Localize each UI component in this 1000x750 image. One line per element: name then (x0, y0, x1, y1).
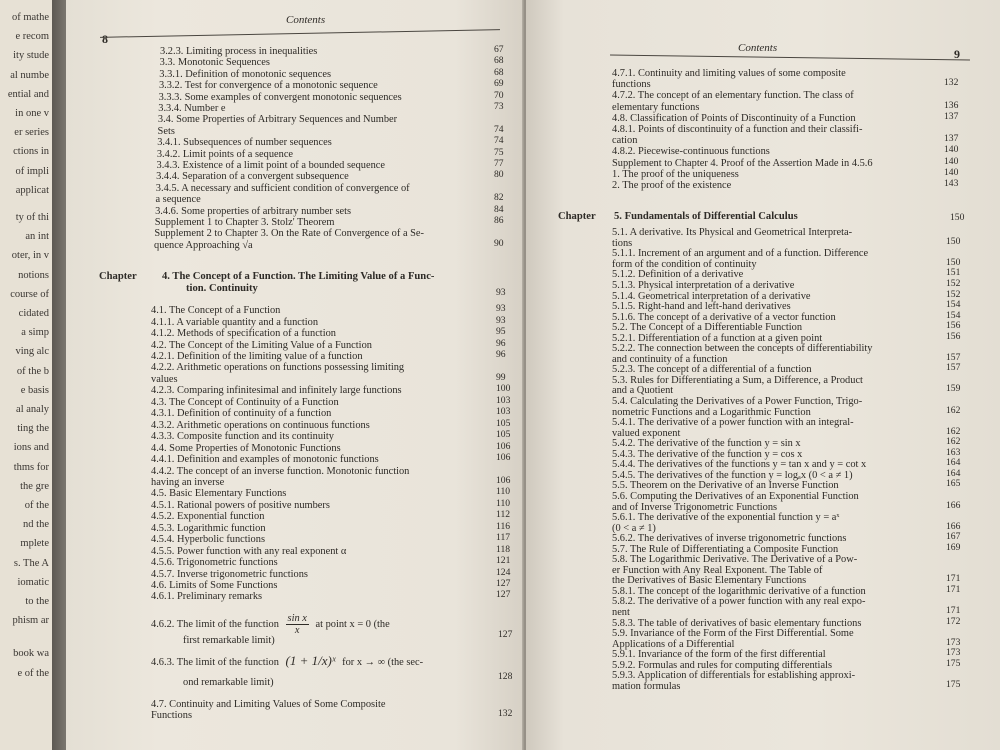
toc-page-number: 175 (946, 657, 961, 669)
toc-page-number: 171 (946, 573, 961, 585)
entry-text: for x → ∞ (the sec- (339, 656, 424, 668)
toc-entry: 3.4.4. Separation of a convergent subsequence (156, 171, 349, 183)
strip-text-line: book wa (13, 648, 49, 660)
chapter-label: Chapter (558, 211, 596, 223)
toc-page-number: 166 (946, 499, 961, 511)
toc-page-number: 106 (496, 440, 511, 452)
toc-entry: values (151, 373, 178, 385)
toc-page-number: 106 (496, 474, 511, 486)
strip-text-line: a simp (21, 327, 49, 339)
toc-entry: Functions (151, 710, 192, 722)
toc-page-number: 154 (946, 299, 961, 311)
toc-entry: 3.4.3. Existence of a limit point of a bounded sequence (156, 160, 386, 171)
strip-text-line: al numbe (10, 69, 49, 81)
toc-page-number: 127 (496, 578, 511, 589)
toc-page-number: 167 (946, 531, 961, 543)
toc-page-number: 173 (946, 636, 961, 648)
toc-entry: 4.7.1. Continuity and limiting values of some composite (612, 68, 846, 79)
toc-entry: 5.4.2. The derivative of the function y = sin x (612, 438, 801, 450)
toc-entry: 5.1.4. Geometrical interpretation of a derivative (612, 290, 811, 302)
toc-page-number: 96 (496, 349, 506, 360)
adjacent-page-strip (0, 0, 52, 750)
toc-entry: 3.4.1. Subsequences of number sequences (157, 137, 332, 149)
toc-page-number: 124 (496, 566, 511, 578)
left-page-header: Contents (286, 14, 326, 26)
toc-page-number: 75 (494, 146, 504, 158)
toc-page-number: 110 (496, 486, 511, 498)
toc-entry: 5.9.2. Formulas and rules for computing differentials (612, 659, 832, 671)
toc-entry: 5.1.5. Right-hand and left-hand derivatives (612, 301, 791, 313)
toc-page-number: 100 (496, 383, 511, 395)
toc-page-number: 77 (494, 158, 504, 169)
toc-entry: 5.2.1. Differentiation of a function at a given point (612, 332, 823, 344)
toc-page-number: 132 (944, 77, 959, 89)
toc-page-number: 151 (946, 267, 961, 279)
toc-page-number: 118 (496, 543, 511, 555)
strip-text-line: the gre (20, 480, 49, 492)
toc-entry: 2. The proof of the existence (612, 180, 732, 191)
fraction-denominator: x (294, 624, 300, 636)
toc-entry: 4.5.2. Exponential function (151, 511, 265, 523)
toc-page-number: 86 (494, 215, 504, 226)
toc-entry: cation (612, 135, 638, 147)
strip-text-line: e of the (17, 667, 49, 679)
toc-page-number: 68 (494, 66, 504, 78)
toc-entry: 5.9.1. Invariance of the form of the first differential (612, 649, 826, 661)
toc-entry: a sequence (155, 194, 201, 206)
toc-entry: 4.3. The Concept of Continuity of a Function (151, 396, 339, 408)
toc-entry: quence Approaching √a (154, 239, 253, 251)
toc-entry: 5.8.3. The table of derivatives of basic elementary functions (612, 617, 862, 629)
toc-page-number: 137 (944, 133, 959, 145)
strip-text-line: s. The A (13, 557, 49, 569)
strip-text-line: oter, in v (11, 250, 49, 262)
toc-entry: having an inverse (151, 476, 225, 488)
toc-entry: nometric Functions and a Logarithmic Function (612, 406, 811, 418)
toc-page-number: 127 (498, 628, 513, 640)
toc-entry: 4.2. The Concept of the Limiting Value of a Function (151, 339, 372, 351)
toc-entry: 4.2.2. Arithmetic operations on functions possessing limiting (151, 362, 405, 374)
toc-entry: elementary functions (612, 101, 700, 113)
toc-entry: 4.7.2. The concept of an elementary function. The class of (612, 90, 854, 102)
toc-entry: 4.4. Some Properties of Monotonic Functions (151, 442, 341, 454)
toc-page-number: 156 (946, 330, 961, 342)
toc-entry: 5.9. Invariance of the Form of the First Differential. Some (612, 628, 854, 640)
toc-page-number: 99 (496, 371, 506, 383)
toc-page-number: 171 (946, 583, 961, 595)
toc-entry: 3.4.2. Limit points of a sequence (156, 148, 294, 160)
toc-page-number: 95 (496, 326, 506, 338)
toc-entry: 5.2.3. The concept of a differential of a function (612, 364, 812, 376)
strip-text-line: of impli (15, 165, 49, 177)
toc-entry: 3.4.6. Some properties of arbitrary number sets (155, 205, 352, 217)
toc-entry: 4.5.3. Logarithmic function (151, 522, 266, 534)
toc-page-number: 70 (494, 89, 504, 101)
toc-entry: 4.1. The Concept of a Function (151, 305, 281, 317)
toc-entry: 4.5.7. Inverse trigonometric functions (151, 568, 308, 580)
toc-page-number: 150 (946, 256, 961, 268)
right-page-header: Contents (738, 42, 778, 54)
toc-entry: 3.3.2. Test for convergence of a monotonic sequence (158, 80, 378, 92)
strip-text-line: of the (24, 500, 49, 511)
toc-page-number: 150 (950, 212, 965, 224)
toc-page-number: 164 (946, 457, 961, 469)
toc-page-number: 171 (946, 605, 961, 616)
toc-page-number: 159 (946, 383, 961, 395)
strip-text-line: ctions in (13, 146, 49, 158)
left-page-number: 8 (102, 32, 108, 46)
toc-entry: nent (612, 607, 630, 618)
toc-page-number: 172 (946, 615, 961, 627)
toc-page-number: 74 (494, 123, 504, 135)
toc-entry: 5.1.6. The concept of a derivative of a vector function (612, 311, 836, 323)
toc-entry: 4.3.1. Definition of continuity of a function (151, 408, 332, 420)
toc-entry: 4.4.2. The concept of an inverse function. Monotonic function (151, 465, 410, 477)
toc-page-number: 67 (494, 44, 504, 55)
chapter-label: Chapter (99, 271, 137, 283)
toc-page-number: 105 (496, 429, 511, 441)
toc-page-number: 137 (944, 110, 959, 122)
strip-text-line: applicat (15, 184, 49, 196)
toc-entry: 5.4.3. The derivative of the function y = cos x (612, 448, 803, 460)
toc-page-number: 157 (946, 362, 961, 374)
entry-text: 4.6.3. The limit of the function (151, 656, 282, 668)
toc-entry: 5.2. The Concept of a Differentiable Function (612, 322, 803, 334)
left-page (66, 0, 524, 750)
toc-entry: 5.9.3. Application of differentials for establishing approxi- (612, 670, 856, 682)
header-rule (100, 29, 500, 38)
formula-fraction (286, 613, 309, 636)
toc-entry-cont: first remarkable limit) (183, 634, 275, 646)
toc-page-number: 162 (946, 436, 961, 448)
toc-page-number: 105 (496, 417, 511, 429)
toc-entry: 4.8. Classification of Points of Discontinuity of a Function (612, 112, 856, 124)
toc-entry: 4.5.1. Rational powers of positive numbers (151, 499, 330, 511)
toc-entry: 3.3. Monotonic Sequences (159, 57, 270, 69)
strip-text-line: iomatic (17, 576, 49, 588)
toc-entry: 5.1.1. Increment of an argument and of a function. Difference (612, 248, 869, 260)
strip-text-line: ty of thi (15, 212, 49, 223)
strip-text-line: of the b (16, 365, 49, 377)
toc-page-number: 106 (496, 452, 511, 464)
strip-text-line: ving alc (15, 346, 49, 358)
toc-page-number: 69 (494, 78, 504, 90)
strip-text-line: e basis (20, 384, 49, 396)
toc-entry: 5.4.5. The derivatives of the function y = logₐx (0 < a ≠ 1) (612, 469, 853, 481)
toc-page-number: 136 (944, 99, 959, 111)
strip-text-line: er series (14, 127, 49, 139)
toc-entry: valued exponent (612, 427, 681, 439)
strip-text-line: e recom (15, 31, 49, 43)
toc-entry: and of Inverse Trigonometric Functions (612, 501, 778, 513)
toc-entry: 5.8. The Logarithmic Derivative. The Derivative of a Pow- (612, 554, 858, 566)
toc-entry: 5.5. Theorem on the Derivative of an Inverse Function (612, 480, 839, 492)
toc-page-number: 93 (496, 287, 506, 299)
entry-text: at point x = 0 (the (312, 618, 390, 630)
toc-entry-cont: ond remarkable limit) (183, 676, 274, 688)
toc-entry: 4.6. Limits of Some Functions (151, 580, 278, 591)
toc-page-number: 157 (946, 351, 961, 363)
toc-page-number: 90 (494, 237, 504, 249)
toc-entry: 4.1.2. Methods of specification of a function (151, 328, 336, 340)
toc-entry: mation formulas (612, 680, 681, 692)
toc-page-number: 140 (944, 144, 959, 156)
toc-entry: 4.2.3. Comparing infinitesimal and infinitely large functions (151, 385, 402, 397)
toc-page-number: 140 (944, 166, 959, 178)
toc-page-number: 152 (946, 288, 961, 300)
toc-entry: 5.6. Computing the Derivatives of an Exponential Function (612, 490, 859, 502)
toc-page-number: 173 (946, 647, 961, 659)
right-page (526, 0, 1000, 750)
strip-text-line: nd the (23, 519, 49, 531)
toc-page-number: 166 (946, 520, 961, 532)
toc-page-number: 163 (946, 446, 961, 458)
strip-text-line: mplete (20, 538, 49, 550)
toc-entry: 3.2.3. Limiting process in inequalities (160, 46, 318, 57)
toc-entry: (0 < a ≠ 1) (612, 522, 656, 534)
toc-entry: Supplement 2 to Chapter 3. On the Rate of Convergence of a Se- (154, 228, 424, 240)
strip-text-line: an int (25, 231, 49, 243)
toc-page-number: 150 (946, 235, 961, 247)
toc-entry: and continuity of a function (612, 353, 728, 365)
toc-entry: 4.2.1. Definition of the limiting value of a function (151, 351, 363, 362)
toc-page-number: 128 (498, 670, 513, 682)
toc-entry: 5.7. The Rule of Differentiating a Composite Function (612, 543, 839, 555)
toc-entry: the Derivatives of Basic Elementary Functions (612, 575, 807, 587)
strip-text-line: thms for (13, 461, 49, 473)
toc-entry: Applications of a Differential (612, 638, 735, 650)
strip-text-line: ions and (13, 442, 49, 454)
toc-page-number: 162 (946, 404, 961, 416)
strip-text-line: of mathe (11, 12, 49, 23)
toc-page-number: 74 (494, 135, 504, 147)
chapter-title-cont: tion. Continuity (186, 283, 258, 295)
toc-entry: 5.6.1. The derivative of the exponential function y = aˣ (612, 512, 840, 524)
toc-page-number: 143 (944, 178, 959, 189)
strip-text-line: notions (18, 269, 49, 281)
toc-entry: 3.4. Some Properties of Arbitrary Sequences and Number (157, 114, 398, 126)
toc-entry: 4.3.2. Arithmetic operations on continuous functions (151, 419, 370, 431)
strip-text-line: ential and (7, 88, 49, 100)
toc-entry: 5.6.2. The derivatives of inverse trigonometric functions (612, 533, 847, 545)
toc-page-number: 82 (494, 192, 504, 204)
toc-entry (151, 613, 390, 636)
toc-page-number: 103 (496, 406, 511, 418)
toc-entry: 3.3.1. Definition of monotonic sequences (159, 68, 331, 80)
toc-page-number: 140 (944, 155, 959, 167)
toc-entry: 5.4.1. The derivative of a power function with an integral- (612, 417, 854, 429)
toc-page-number: 127 (496, 589, 511, 601)
toc-entry: tions (612, 237, 633, 249)
toc-entry: 5.3. Rules for Differentiating a Sum, a Difference, a Product (612, 374, 863, 386)
toc-entry: functions (612, 79, 651, 91)
toc-entry: 4.5.5. Power function with any real exponent α (151, 545, 347, 557)
toc-entry (151, 652, 424, 668)
strip-text-line: to the (25, 596, 49, 607)
toc-entry: 5.8.1. The concept of the logarithmic derivative of a function (612, 585, 866, 597)
toc-page-number: 93 (496, 314, 506, 326)
strip-text-line: in one v (15, 108, 49, 119)
strip-text-line: phism ar (12, 615, 49, 627)
toc-entry: Supplement 1 to Chapter 3. Stolz' Theorem (154, 217, 335, 228)
toc-page-number: 96 (496, 337, 506, 349)
toc-page-number: 156 (946, 320, 961, 332)
strip-text-line: ity stude (13, 50, 49, 62)
toc-page-number: 80 (494, 169, 504, 181)
toc-entry: 5.1.2. Definition of a derivative (612, 269, 744, 281)
right-page-number: 9 (954, 47, 960, 61)
toc-entry: Sets (157, 125, 175, 137)
toc-entry: 4.8.2. Piecewise-continuous functions (612, 146, 770, 158)
toc-page-number: 112 (496, 509, 511, 521)
toc-entry: 5.1.3. Physical interpretation of a derivative (612, 279, 795, 291)
toc-page-number: 165 (946, 478, 961, 490)
fraction-numerator: sin x (287, 612, 307, 624)
formula-expression: (1 + 1/x)ˣ (285, 652, 336, 668)
toc-entry: 5.2.2. The connection between the concepts of differentiability (612, 343, 873, 355)
toc-entry: er Function with Any Real Exponent. The Table of (612, 564, 823, 576)
toc-entry: 5.4.4. The derivatives of the functions y = tan x and y = cot x (612, 459, 867, 471)
toc-entry: 4.7. Continuity and Limiting Values of Some Composite (151, 698, 386, 710)
toc-page-number: 175 (946, 678, 961, 690)
toc-entry: 4.5. Basic Elementary Functions (151, 488, 287, 500)
toc-entry: 4.6.1. Preliminary remarks (151, 591, 263, 603)
toc-page-number: 93 (496, 303, 506, 315)
chapter-title: 5. Fundamentals of Differential Calculus (614, 211, 798, 223)
toc-entry: 5.4. Calculating the Derivatives of a Power Function, Trigo- (612, 396, 863, 407)
toc-page-number: 103 (496, 394, 511, 406)
chapter-title: 4. The Concept of a Function. The Limiting Value of a Func- (162, 271, 435, 283)
toc-entry: 3.3.4. Number e (158, 103, 226, 114)
toc-entry: form of the condition of continuity (612, 258, 757, 270)
strip-text-line: cidated (18, 308, 49, 319)
header-rule (610, 54, 970, 60)
page-shadow (52, 0, 66, 750)
toc-page-number: 154 (946, 309, 961, 321)
entry-text: 4.6.2. The limit of the function (151, 618, 282, 630)
toc-entry: 4.1.1. A variable quantity and a function (151, 316, 319, 328)
toc-page-number: 152 (946, 277, 961, 289)
toc-entry: Supplement to Chapter 4. Proof of the Assertion Made in 4.5.6 (612, 157, 873, 169)
toc-entry: 5.1. A derivative. Its Physical and Geometrical Interpreta- (612, 227, 853, 239)
toc-page-number: 116 (496, 520, 511, 532)
toc-entry: 1. The proof of the uniqueness (612, 168, 739, 180)
toc-entry: and a Quotient (612, 385, 674, 397)
toc-entry: 5.8.2. The derivative of a power function with any real expo- (612, 596, 866, 608)
toc-page-number: 68 (494, 55, 504, 67)
strip-text-line: course of (10, 288, 49, 300)
toc-entry: 4.5.4. Hyperbolic functions (151, 534, 265, 546)
toc-entry: 3.3.3. Some examples of convergent monotonic sequences (158, 91, 402, 103)
toc-entry: 4.3.3. Composite function and its continuity (151, 431, 334, 443)
toc-entry: 3.4.5. A necessary and sufficient condition of convergence of (155, 182, 410, 194)
toc-entry: 4.5.6. Trigonometric functions (151, 557, 278, 569)
toc-page-number: 84 (494, 203, 504, 215)
toc-page-number: 169 (946, 541, 961, 553)
toc-page-number: 110 (496, 497, 511, 509)
toc-entry: 4.4.1. Definition and examples of monotonic functions (151, 454, 379, 466)
toc-page-number: 73 (494, 101, 504, 112)
toc-page-number: 121 (496, 555, 511, 567)
strip-text-line: ting the (17, 423, 49, 435)
toc-entry: 4.8.1. Points of discontinuity of a function and their classifi- (612, 124, 863, 135)
toc-page-number: 132 (498, 708, 513, 720)
strip-text-line: al analy (16, 404, 49, 415)
toc-page-number: 162 (946, 425, 961, 437)
toc-page-number: 164 (946, 467, 961, 479)
toc-page-number: 117 (496, 532, 511, 544)
